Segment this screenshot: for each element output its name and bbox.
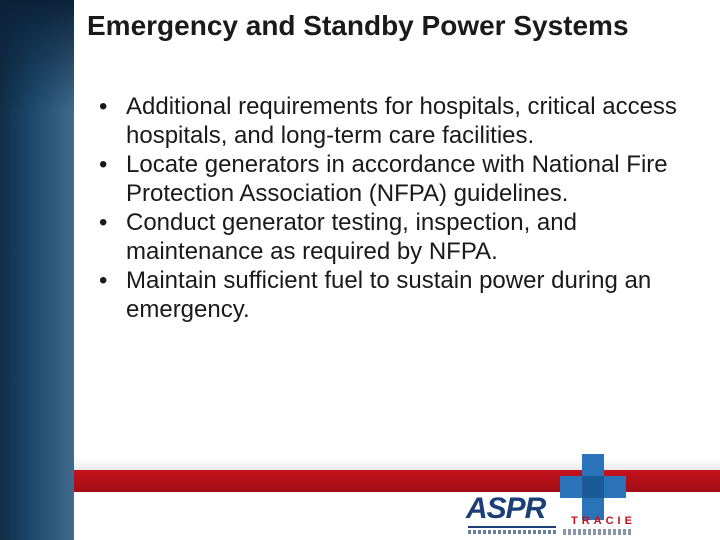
- tracie-logo-text: TRACIE: [571, 515, 636, 527]
- aspr-logo-text: ASPR: [466, 492, 546, 525]
- bullet-marker: •: [99, 151, 108, 178]
- bullet-item: [96, 92, 706, 150]
- bullet-text: Locate generators in accordance with National Fire Protection Association (NFPA) guidelines.: [126, 151, 668, 207]
- bullet-item: [96, 266, 706, 324]
- bullet-marker: •: [99, 267, 108, 294]
- aspr-logo-tagline: [468, 530, 556, 534]
- left-sidebar-shade: [0, 0, 74, 110]
- bullet-marker: •: [99, 209, 108, 236]
- aspr-logo-rule: [468, 526, 556, 528]
- bullet-text: Conduct generator testing, inspection, and maintenance as required by NFPA.: [126, 209, 577, 265]
- bullet-list: [96, 92, 706, 324]
- bullet-marker: •: [99, 93, 108, 120]
- bullet-item: [96, 150, 706, 208]
- aspr-logo: [466, 494, 560, 536]
- tracie-logo-tagline: [563, 529, 631, 535]
- tracie-cross-icon: [560, 454, 626, 520]
- slide-title: Emergency and Standby Power Systems: [87, 10, 629, 41]
- cross-center: [582, 476, 604, 498]
- bullet-text: Maintain sufficient fuel to sustain power during an emergency.: [126, 267, 652, 323]
- bullet-item: [96, 208, 706, 266]
- bullet-text: Additional requirements for hospitals, critical access hospitals, and long-term care facilities.: [126, 93, 677, 149]
